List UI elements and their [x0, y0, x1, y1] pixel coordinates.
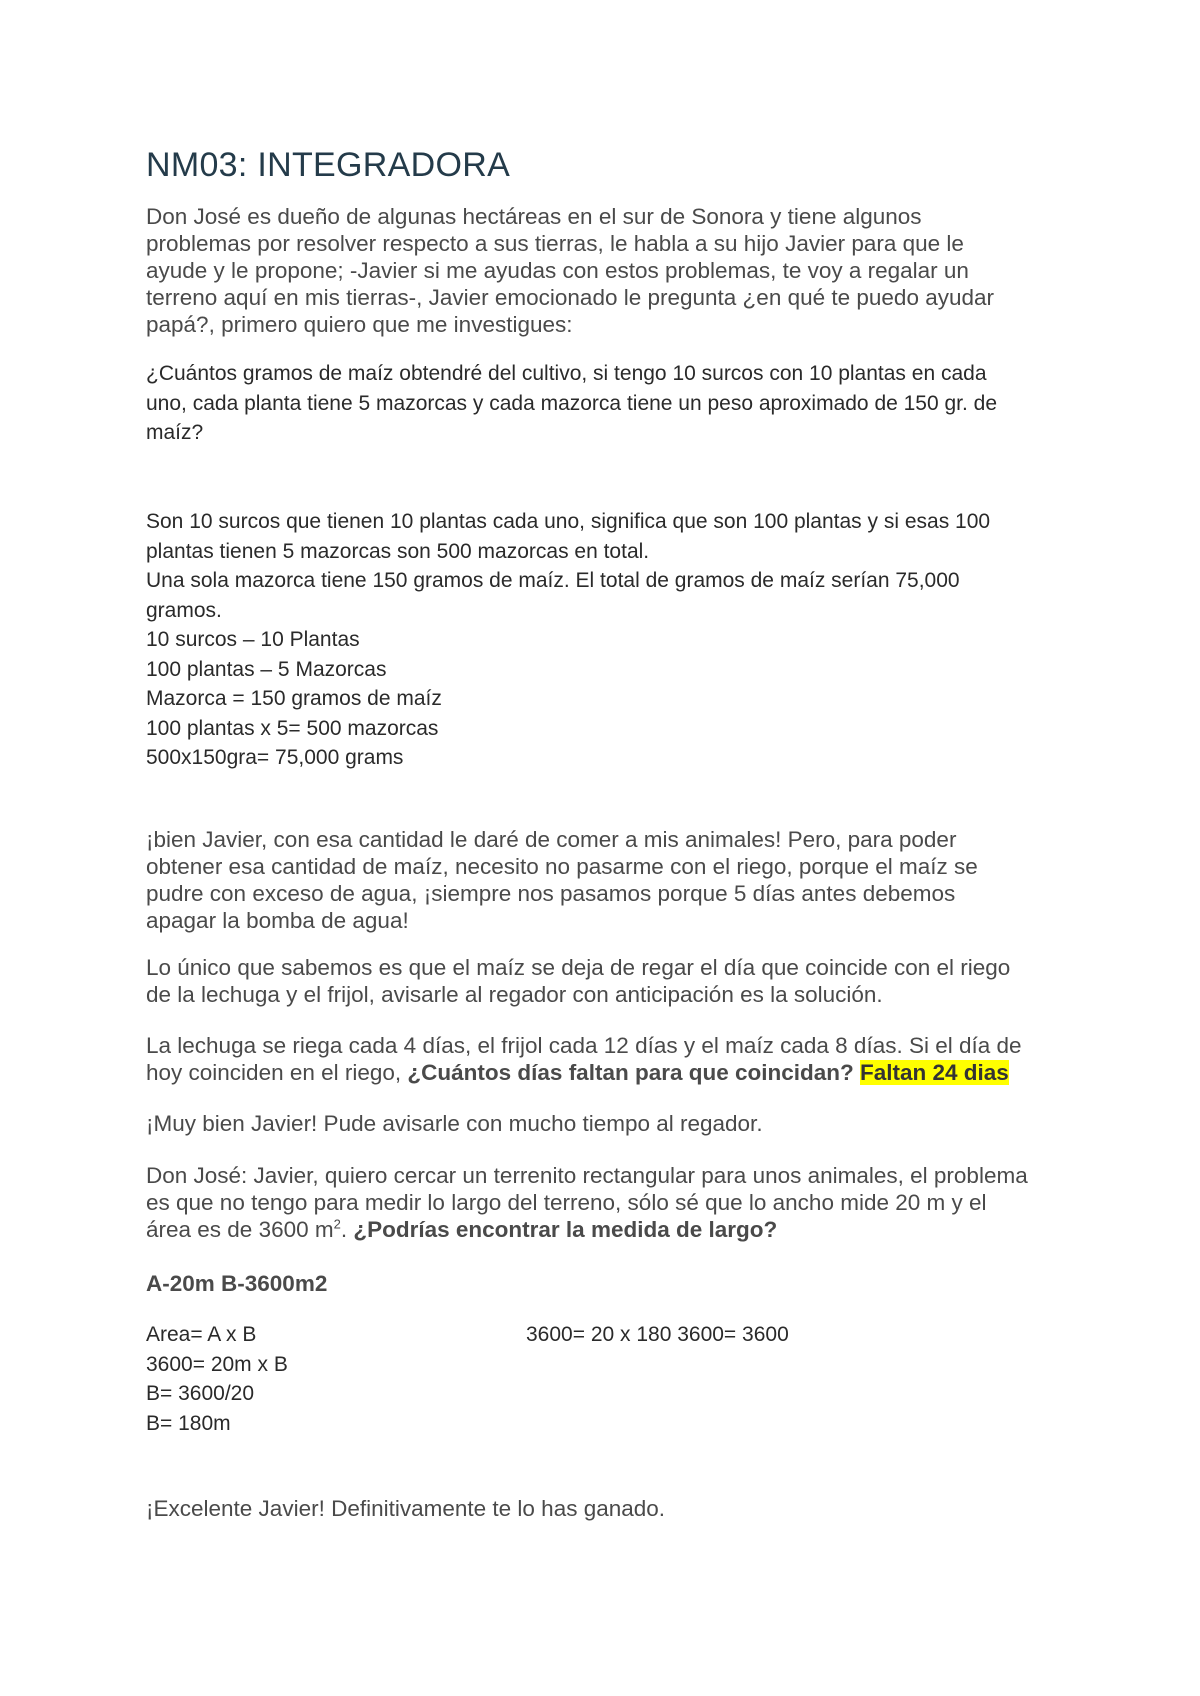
question-bold: ¿Cuántos días faltan para que coincidan? — [407, 1060, 854, 1085]
text-line: Mazorca = 150 gramos de maíz — [146, 687, 442, 710]
text-line: de la lechuga y el frijol, avisarle al regador con anticipación es la solución. — [146, 982, 883, 1007]
calc-line: B= 180m — [146, 1411, 231, 1435]
highlighted-answer: Faltan 24 dias — [860, 1060, 1009, 1085]
text-line: Lo único que sabemos es que el maíz se deja de regar el día que coincide con el riego — [146, 955, 1011, 980]
question-1 — [146, 359, 1076, 448]
calc-line: 3600= 20m x B — [146, 1352, 288, 1376]
text-line: 500x150gra= 75,000 grams — [146, 746, 404, 769]
calculation-block — [146, 1320, 1076, 1438]
answer-1 — [146, 507, 1076, 773]
text-line: Son 10 surcos que tienen 10 plantas cada uno, significa que son 100 plantas y si esas 100 — [146, 510, 991, 533]
paragraph-muy-bien — [146, 1110, 1076, 1137]
text-line: 100 plantas x 5= 500 mazorcas — [146, 716, 439, 740]
text-line: Don José: Javier, quiero cercar un terrenito rectangular para unos animales, el problema — [146, 1163, 1028, 1188]
calc-line: B= 3600/20 — [146, 1382, 255, 1405]
text-line: Una sola mazorca tiene 150 gramos de maíz. El total de gramos de maíz serían 75,000 — [146, 569, 960, 592]
text-line: problemas por resolver respecto a sus tierras, le habla a su hijo Javier para que le — [146, 231, 964, 256]
page-title: NM03: INTEGRADORA — [146, 146, 511, 184]
text-line: es que no tengo para medir lo largo del terreno, sólo sé que lo ancho mide 20 m y el — [146, 1190, 987, 1215]
text-line: ¡bien Javier, con esa cantidad le daré de comer a mis animales! Pero, para poder — [146, 827, 957, 852]
text-line: 100 plantas – 5 Mazorcas — [146, 657, 387, 681]
superscript: 2 — [333, 1216, 341, 1232]
text-line: 10 surcos – 10 Plantas — [146, 628, 360, 651]
paragraph-coincide — [146, 954, 1076, 1008]
paragraph-riego — [146, 826, 1076, 934]
text-line: uno, cada planta tiene 5 mazorcas y cada mazorca tiene un peso aproximado de 150 gr. de — [146, 391, 998, 415]
intro-paragraph — [146, 203, 1076, 338]
text-line: obtener esa cantidad de maíz, necesito no pasarme con el riego, porque el maíz se — [146, 854, 978, 879]
text-line: plantas tienen 5 mazorcas son 500 mazorcas en total. — [146, 539, 650, 563]
text-line: pudre con exceso de agua, ¡siempre nos pasamos porque 5 días antes debemos — [146, 881, 956, 906]
given-values: A-20m B-3600m2 — [146, 1271, 328, 1296]
paragraph-lechuga — [146, 1032, 1076, 1086]
text-segment: área es de 3600 m — [146, 1217, 334, 1242]
text-line: terreno aquí en mis tierras-, Javier emocionado le pregunta ¿en qué te puedo ayudar — [146, 285, 995, 310]
question-bold: ¿Podrías encontrar la medida de largo? — [353, 1217, 778, 1242]
verification-calc: 3600= 20 x 180 3600= 3600 — [526, 1323, 789, 1346]
text-line: Don José es dueño de algunas hectáreas en el sur de Sonora y tiene algunos — [146, 204, 922, 229]
text-line: ayude y le propone; -Javier si me ayudas con estos problemas, te voy a regalar un — [146, 258, 969, 283]
text-segment: hoy coinciden en el riego, — [146, 1060, 408, 1085]
text-line: apagar la bomba de agua! — [146, 908, 409, 933]
text-line: papá?, primero quiero que me investigues: — [146, 312, 573, 337]
text-line: ¿Cuántos gramos de maíz obtendré del cultivo, si tengo 10 surcos con 10 plantas en cada — [146, 362, 987, 385]
paragraph-cerca — [146, 1162, 1076, 1243]
text-line: gramos. — [146, 598, 222, 622]
text-line: maíz? — [146, 421, 204, 444]
closing-line: ¡Excelente Javier! Definitivamente te lo has ganado. — [146, 1496, 666, 1521]
text-line — [146, 1059, 1076, 1086]
text-line: ¡Muy bien Javier! Pude avisarle con mucho tiempo al regador. — [146, 1111, 763, 1136]
calc-line: Area= A x B — [146, 1323, 257, 1346]
text-line: La lechuga se riega cada 4 días, el frijol cada 12 días y el maíz cada 8 días. Si el día de — [146, 1033, 1022, 1058]
text-segment: . — [340, 1217, 354, 1242]
text-line — [146, 1216, 1076, 1243]
